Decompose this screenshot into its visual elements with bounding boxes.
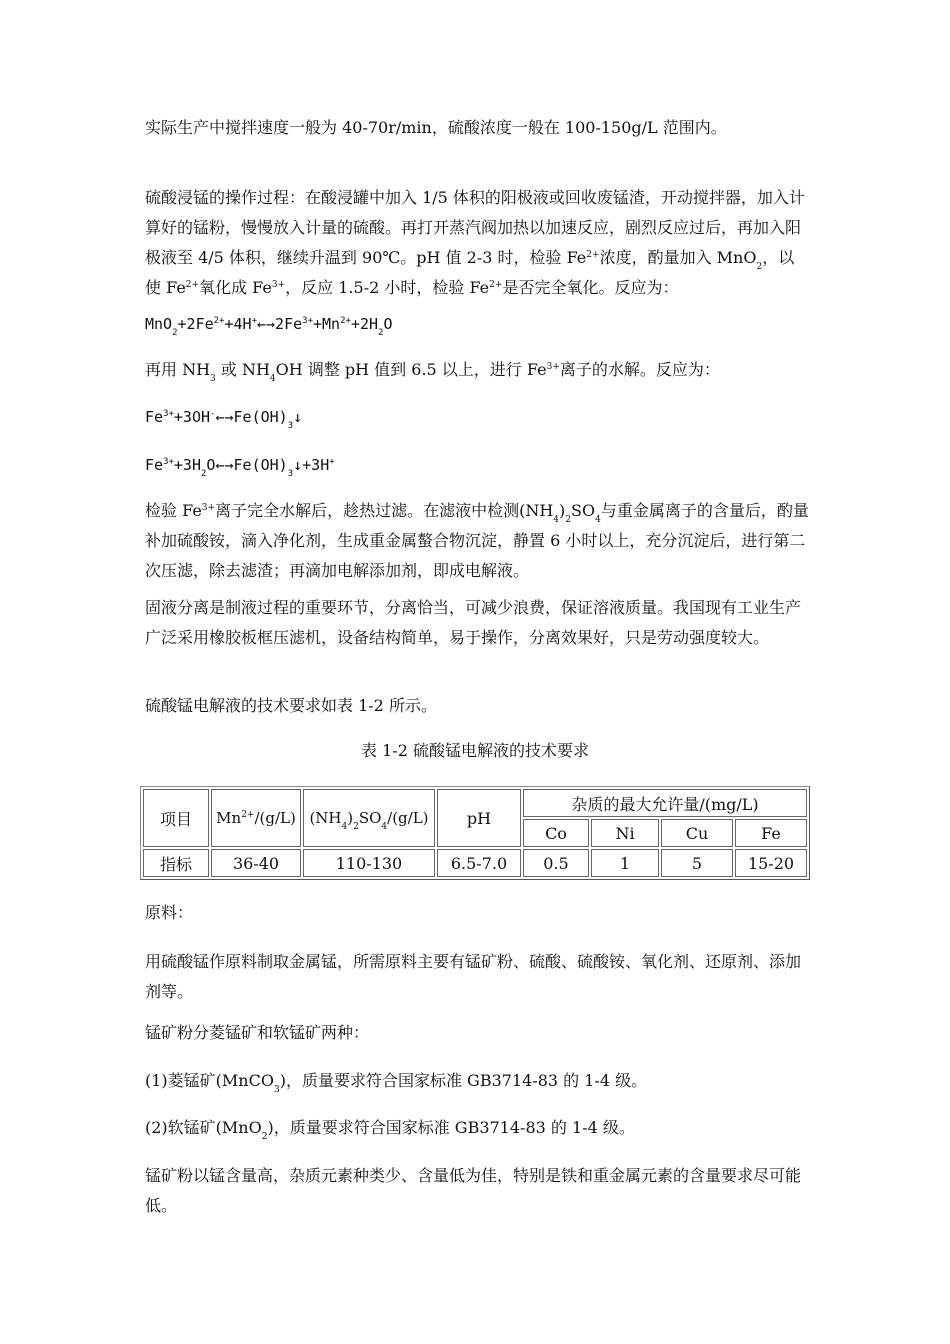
header-cu: Cu	[661, 819, 733, 847]
header-item: 项目	[143, 789, 209, 847]
text-segment: /(g/L)	[387, 809, 429, 827]
header-ph: pH	[437, 789, 521, 847]
text-segment: /(g/L)	[254, 809, 296, 827]
text-segment: (1)菱锰矿(MnCO	[145, 1071, 274, 1090]
text-segment: ←→Fe(OH)	[215, 408, 288, 426]
text-segment: O	[383, 315, 393, 333]
subscript: 4	[553, 515, 560, 525]
paragraph-filtration	[145, 496, 810, 586]
text-segment: 硫酸浸锰的操作过程：在酸浸罐中加入 1/5 体积的阳极液或回收废锰渣，开动搅拌器，加入计算好的锰粉，慢慢放入计量的硫酸。再打开蒸汽阀加热以加速反应，剧烈反应过后，再加入阳极液至 4/5 体积，继续升温到 90℃。pH 值 2-3 时，检验 Fe	[145, 188, 805, 267]
text-segment: ，以使 Fe	[145, 248, 795, 297]
text-segment: Fe	[145, 456, 164, 474]
superscript: 3+	[302, 316, 313, 326]
superscript: 2+	[213, 316, 225, 326]
paragraph-ph-adjust	[145, 355, 810, 385]
header-ni: Ni	[591, 819, 659, 847]
cell-fe: 15-20	[735, 849, 807, 877]
subscript: 3	[210, 374, 216, 384]
subscript: 3	[287, 469, 294, 479]
text-segment: 或 NH	[215, 360, 270, 379]
paragraph-raw-materials-heading: 原料：	[145, 903, 194, 922]
header-co: Co	[523, 819, 589, 847]
paragraph-table-intro: 硫酸锰电解液的技术要求如表 1-2 所示。	[145, 696, 437, 715]
header-fe: Fe	[735, 819, 807, 847]
text-segment: +2H	[350, 315, 379, 333]
text-segment: +2Fe	[177, 315, 214, 333]
text-segment: )	[559, 501, 566, 520]
subscript: 2	[565, 515, 571, 525]
superscript: 3+	[201, 503, 216, 513]
superscript: 2+	[241, 810, 255, 820]
superscript: +	[251, 316, 257, 326]
subscript: 4	[381, 822, 388, 832]
paragraph-pyrolusite	[145, 1113, 810, 1143]
text-segment: ↓	[293, 408, 303, 426]
superscript: 2+	[340, 316, 351, 326]
superscript: 2+	[586, 250, 600, 260]
subscript: 2	[261, 1132, 268, 1142]
text-segment: 再用 NH	[145, 360, 211, 379]
text-segment: ←→2Fe	[257, 315, 303, 333]
subscript: 4	[269, 374, 276, 384]
text-segment: 浓度，酌量加入 MnO	[599, 248, 757, 267]
equation-fe-hydrolysis-water	[145, 450, 810, 480]
text-segment: +3OH	[173, 408, 211, 426]
cell-ammonium-sulfate: 110-130	[303, 849, 435, 877]
superscript: 3+	[163, 409, 174, 419]
text-segment: )，质量要求符合国家标准 GB3714-83 的 1-4 级。	[279, 1071, 648, 1090]
superscript: +	[329, 457, 335, 467]
superscript: -	[210, 409, 216, 419]
table-caption: 表 1-2 硫酸锰电解液的技术要求	[361, 741, 589, 760]
subscript: 3	[287, 421, 294, 431]
equation-fe-hydrolysis-oh	[145, 402, 810, 432]
superscript: 3+	[271, 280, 286, 290]
paragraph-ore-types: 锰矿粉分菱锰矿和软锰矿两种：	[145, 1023, 370, 1042]
text-segment: 与重金属离子的含量后，酌量补加硫酸铵，滴入净化剂，生成重金属螯合物沉淀，静置 6 小时以上，充分沉淀后，进行第二次压滤，除去滤渣；再滴加电解添加剂，即成电解液。	[145, 501, 809, 580]
table-header-row	[143, 789, 807, 817]
paragraph-ore-quality: 锰矿粉以锰含量高，杂质元素种类少、含量低为佳，特别是铁和重金属元素的含量要求尽可能低。	[145, 1166, 802, 1215]
paragraph-rhodochrosite	[145, 1066, 810, 1096]
header-mn	[211, 789, 301, 847]
text-segment: )	[347, 809, 354, 827]
subscript: 2	[353, 822, 359, 832]
paragraph-leaching-process	[145, 183, 810, 303]
subscript: 4	[595, 515, 601, 525]
table-row	[143, 849, 807, 877]
subscript: 2	[172, 328, 178, 338]
cell-mn: 36-40	[211, 849, 301, 877]
text-segment: MnO	[145, 315, 173, 333]
text-segment: Mn	[216, 809, 242, 827]
subscript: 2	[201, 469, 207, 479]
subscript: 3	[273, 1085, 280, 1095]
text-segment: SO	[358, 809, 382, 827]
text-segment: 氧化成 Fe	[199, 278, 272, 297]
text-segment: SO	[571, 501, 596, 520]
paragraph-stirring-speed: 实际生产中搅拌速度一般为 40-70r/min，硫酸浓度一般在 100-150g/L 范围内。	[145, 118, 727, 137]
subscript: 2	[756, 262, 763, 272]
superscript: 2+	[489, 280, 503, 290]
cell-co: 0.5	[523, 849, 589, 877]
text-segment: +Mn	[313, 315, 341, 333]
text-segment: 检验 Fe	[145, 501, 202, 520]
superscript: 3+	[163, 457, 174, 467]
text-segment: OH 调整 pH 值到 6.5 以上，进行 Fe	[275, 360, 547, 379]
cell-ni: 1	[591, 849, 659, 877]
subscript: 2	[378, 328, 384, 338]
cell-ph: 6.5-7.0	[437, 849, 521, 877]
text-segment: 是否完全氧化。反应为：	[502, 278, 679, 297]
row-label: 指标	[143, 849, 209, 877]
text-segment: 离子的水解。反应为：	[559, 360, 720, 379]
text-segment: 离子完全水解后，趁热过滤。在滤液中检测(NH	[215, 501, 554, 520]
text-segment: (NH	[309, 809, 342, 827]
header-impurity: 杂质的最大允许量/(mg/L)	[523, 789, 807, 817]
paragraph-solid-liquid-separation: 固液分离是制液过程的重要环节，分离恰当，可减少浪费，保证溶液质量。我国现有工业生产广泛采用橡胶板框压滤机，设备结构简单，易于操作，分离效果好，只是劳动强度较大。	[145, 598, 802, 647]
header-ammonium-sulfate	[303, 789, 435, 847]
text-segment: ，反应 1.5-2 小时，检验 Fe	[285, 278, 490, 297]
cell-cu: 5	[661, 849, 733, 877]
text-segment: )，质量要求符合国家标准 GB3714-83 的 1-4 级。	[267, 1118, 635, 1137]
electrolyte-spec-table	[140, 786, 810, 880]
text-segment: (2)软锰矿(MnO	[145, 1118, 262, 1137]
text-segment: Fe	[145, 408, 164, 426]
superscript: 3+	[546, 362, 560, 372]
superscript: 2+	[185, 280, 200, 290]
subscript: 4	[341, 822, 348, 832]
paragraph-raw-materials: 用硫酸锰作原料制取金属锰，所需原料主要有锰矿粉、硫酸、硫酸铵、氧化剂、还原剂、添加剂等。	[145, 952, 802, 1001]
text-segment: +4H	[224, 315, 252, 333]
text-segment: +3H	[173, 456, 201, 474]
text-segment: ↓+3H	[293, 456, 330, 474]
text-segment: O←→Fe(OH)	[206, 456, 288, 474]
equation-mno2-oxidation	[145, 309, 810, 339]
